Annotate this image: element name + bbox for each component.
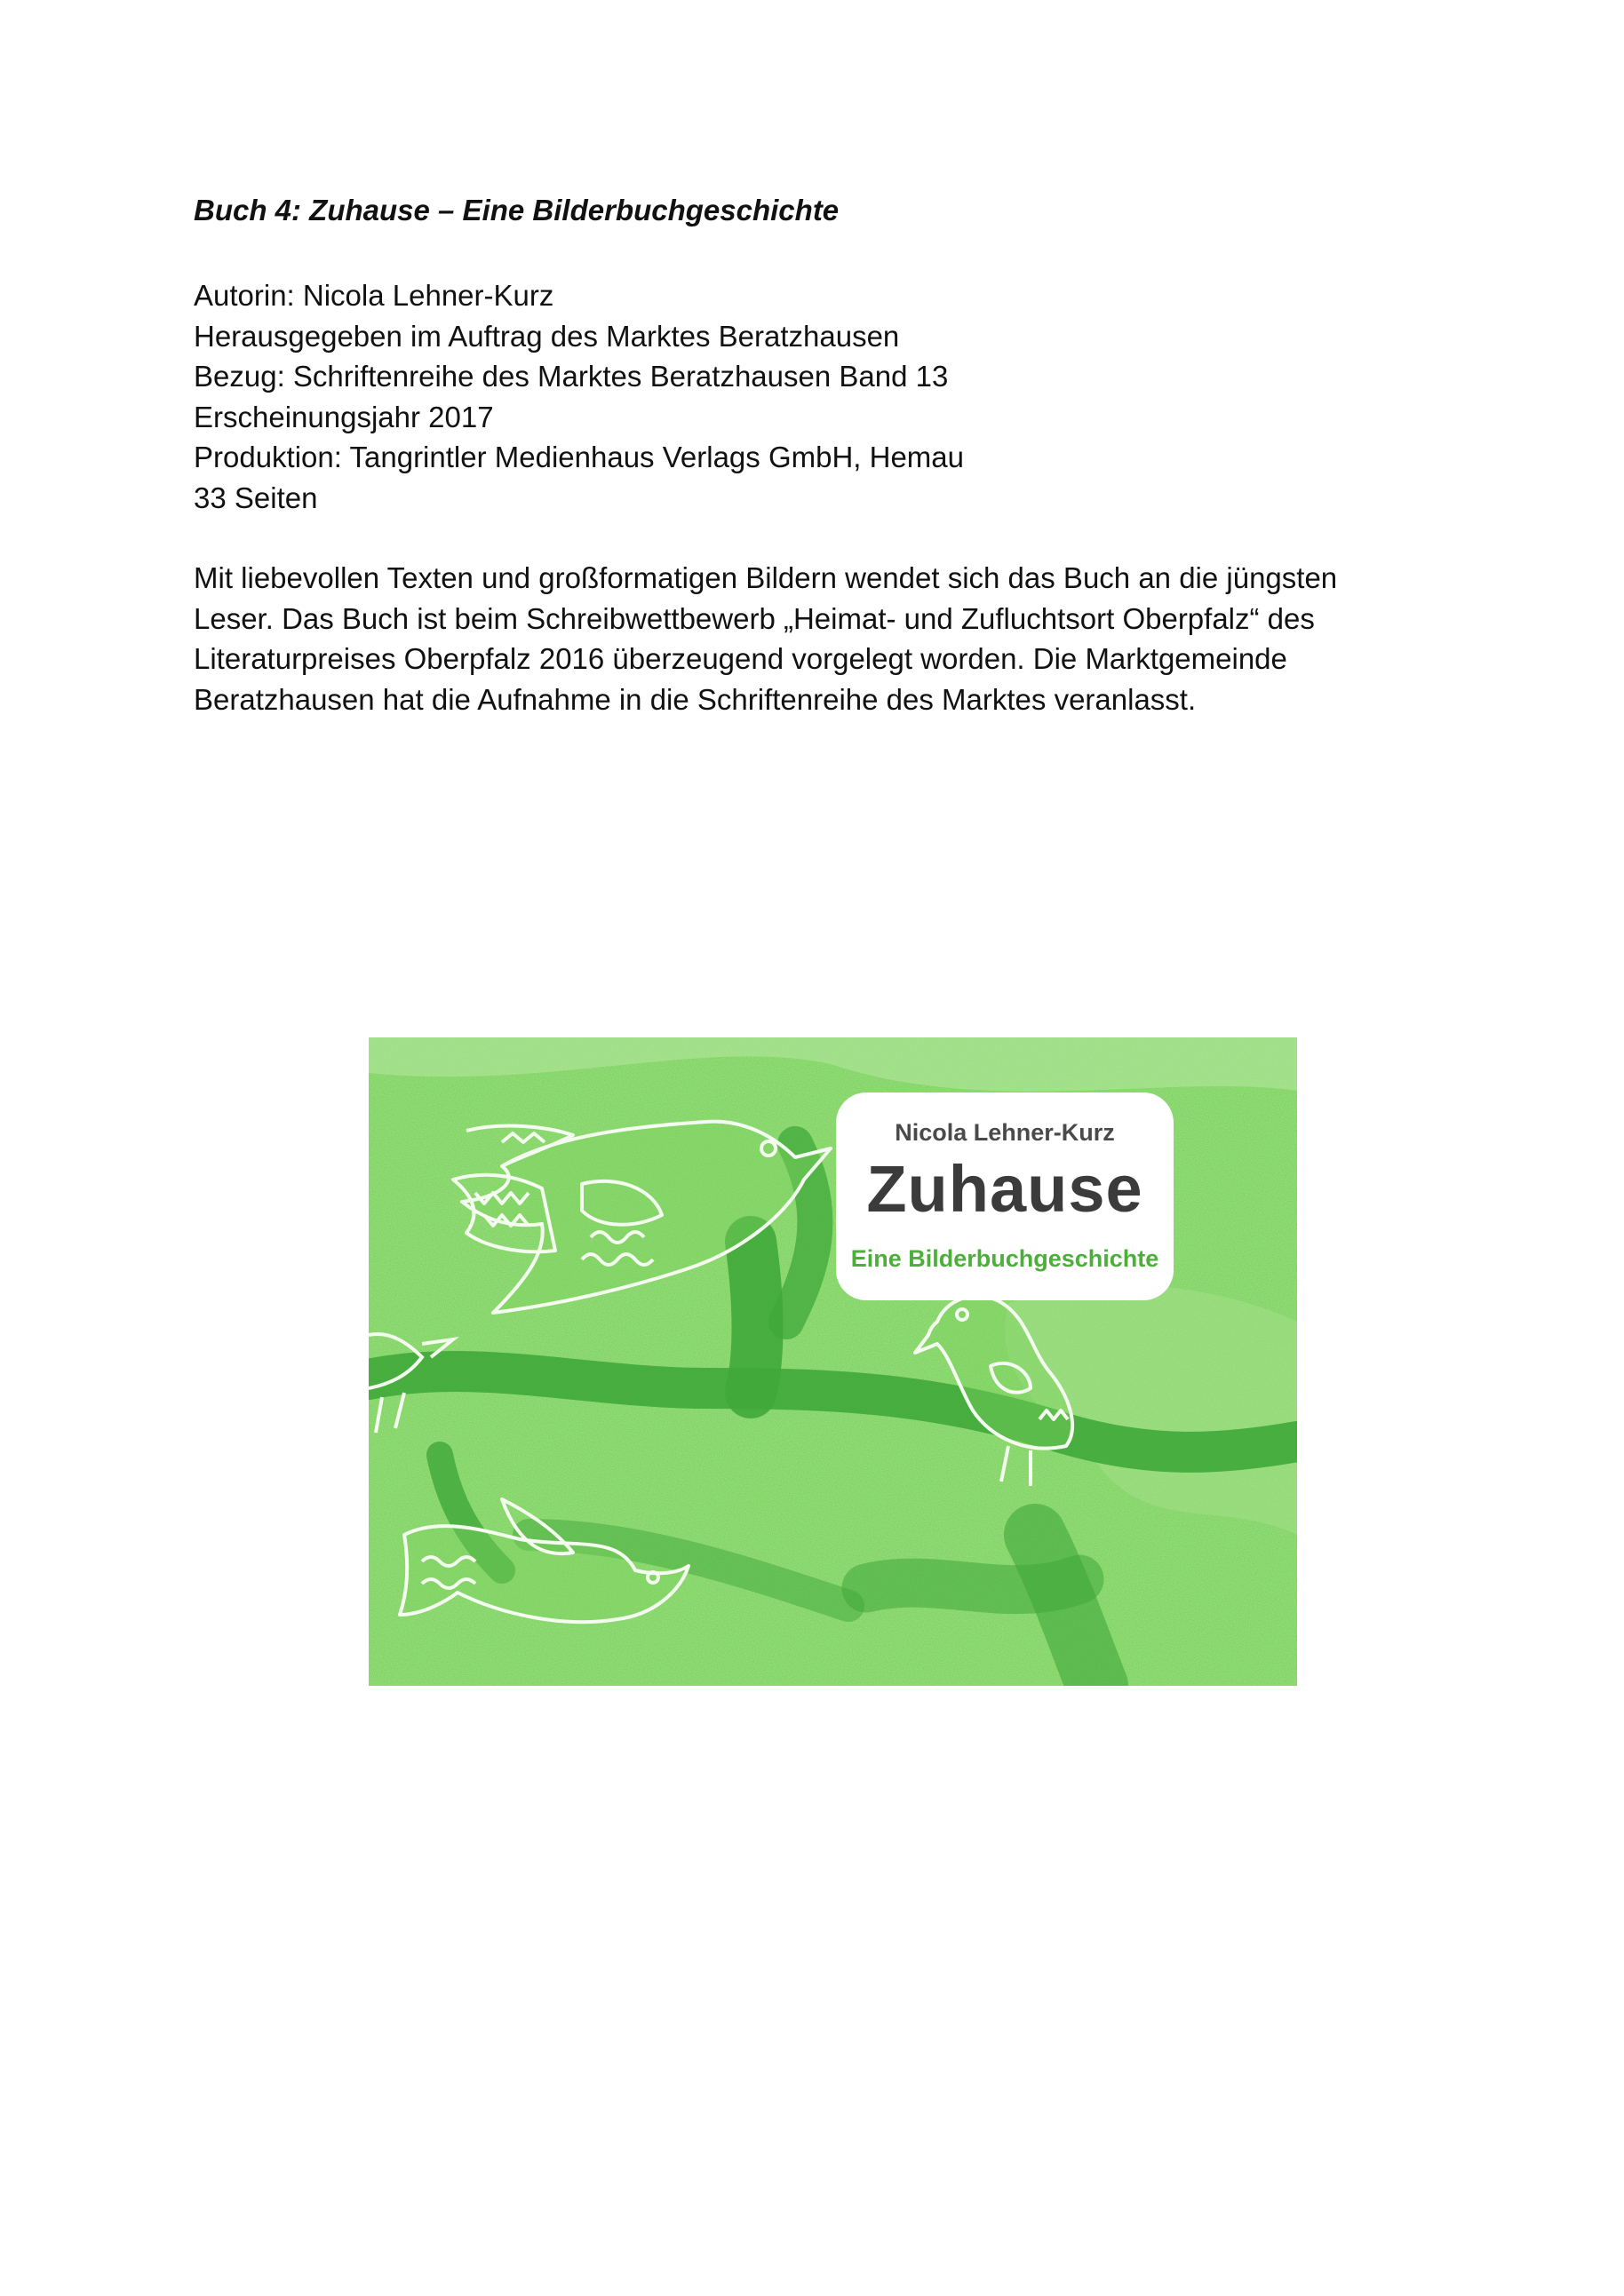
book-metadata <box>194 275 964 518</box>
description-line: Literaturpreises Oberpfalz 2016 überzeugend vorgelegt worden. Die Marktgemeinde <box>194 642 1287 675</box>
book-cover-image <box>369 1037 1297 1686</box>
cover-illustration <box>369 1037 1297 1686</box>
page-heading: Buch 4: Zuhause – Eine Bilderbuchgeschichte <box>194 194 840 226</box>
meta-author: Autorin: Nicola Lehner-Kurz <box>194 279 554 312</box>
meta-publisher: Herausgegeben im Auftrag des Marktes Beratzhausen <box>194 319 900 353</box>
description-line: Mit liebevollen Texten und großformatigen Bildern wendet sich das Buch an die jüngsten <box>194 561 1338 594</box>
meta-production: Produktion: Tangrintler Medienhaus Verlags GmbH, Hemau <box>194 441 965 473</box>
cover-author: Nicola Lehner-Kurz <box>895 1119 1115 1146</box>
meta-year: Erscheinungsjahr 2017 <box>194 400 494 433</box>
description-line: Beratzhausen hat die Aufnahme in die Schriftenreihe des Marktes veranlasst. <box>194 682 1197 716</box>
cover-subtitle: Eine Bilderbuchgeschichte <box>850 1245 1159 1272</box>
meta-series: Bezug: Schriftenreihe des Marktes Beratzhausen Band 13 <box>194 360 949 393</box>
cover-title: Zuhause <box>866 1152 1143 1226</box>
book-description <box>194 558 1437 719</box>
description-line: Leser. Das Buch ist beim Schreibwettbewerb „Heimat- und Zufluchtsort Oberpfalz“ des <box>194 601 1315 635</box>
meta-pages: 33 Seiten <box>194 481 318 514</box>
